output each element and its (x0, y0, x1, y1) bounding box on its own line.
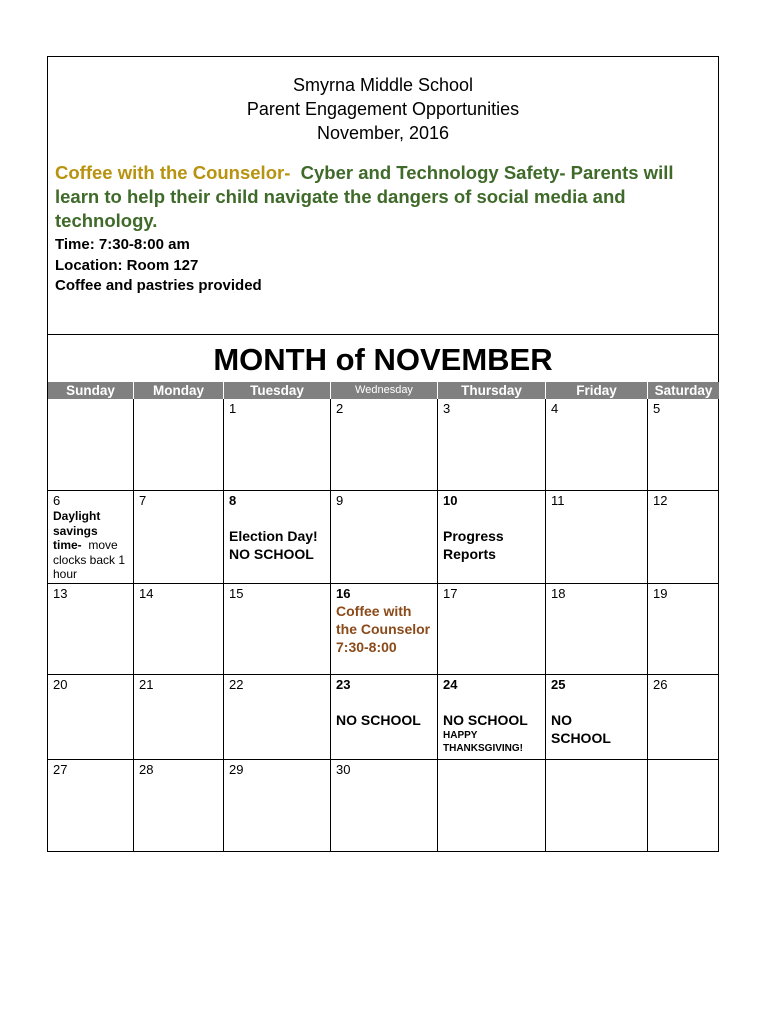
calendar-cell-4 (546, 399, 648, 491)
day-number: 20 (53, 677, 68, 692)
daylight-savings-detail: move clocks back 1 hour (53, 538, 126, 581)
day-number: 27 (53, 762, 68, 777)
day-number: 15 (229, 586, 244, 601)
day-number: 12 (653, 493, 668, 508)
day-header-saturday: Saturday (648, 382, 719, 399)
day-header-thursday: Thursday (438, 382, 546, 399)
document-subtitle: Parent Engagement Opportunities (246, 99, 520, 119)
calendar-cell-6 (48, 491, 134, 584)
day-number: 6 (53, 493, 61, 508)
calendar-cell-14 (134, 584, 224, 675)
day-number: 9 (336, 493, 344, 508)
day-number: 22 (229, 677, 244, 692)
calendar-cell-10 (438, 491, 546, 584)
calendar-cell-26 (648, 675, 719, 760)
day-header-monday: Monday (134, 382, 224, 399)
election-day-note: Election Day! (229, 528, 318, 544)
no-school-note: NO SCHOOL (443, 712, 528, 728)
no-school-note: NO SCHOOL (551, 712, 611, 746)
calendar-cell-9 (331, 491, 438, 584)
day-number: 23 (336, 677, 351, 692)
calendar (47, 334, 719, 852)
event-info-box (47, 56, 719, 334)
day-number: 4 (551, 401, 559, 416)
calendar-cell-20 (48, 675, 134, 760)
day-header-sunday: Sunday (48, 382, 134, 399)
day-number: 1 (229, 401, 237, 416)
coffee-counselor-note: Coffee with the Counselor 7:30-8:00 (336, 603, 431, 655)
day-number: 11 (551, 493, 565, 508)
calendar-cell-16 (331, 584, 438, 675)
happy-thanksgiving-note: HAPPY THANKSGIVING! (443, 730, 523, 754)
calendar-cell-12 (648, 491, 719, 584)
daylight-savings-note (53, 509, 128, 582)
day-number: 21 (139, 677, 154, 692)
calendar-cell-8 (224, 491, 331, 584)
day-number: 14 (139, 586, 154, 601)
calendar-cell-30 (331, 760, 438, 852)
calendar-title: MONTH of NOVEMBER (213, 342, 553, 377)
day-header-wednesday: Wednesday (331, 382, 438, 399)
calendar-cell-27 (48, 760, 134, 852)
event-lead: Coffee with the Counselor- (55, 162, 291, 183)
day-number: 3 (443, 401, 451, 416)
event-description (55, 161, 715, 233)
calendar-cell-22 (224, 675, 331, 760)
day-number: 24 (443, 677, 458, 692)
event-location: Location: Room 127 (55, 256, 199, 274)
day-header-friday: Friday (546, 382, 648, 399)
calendar-cell-5 (648, 399, 719, 491)
day-number: 18 (551, 586, 566, 601)
calendar-cell-28 (134, 760, 224, 852)
event-extras: Coffee and pastries provided (55, 277, 262, 294)
calendar-cell-18 (546, 584, 648, 675)
calendar-cell-2 (331, 399, 438, 491)
calendar-cell-1 (224, 399, 331, 491)
calendar-cell-11 (546, 491, 648, 584)
day-number: 13 (53, 586, 68, 601)
day-number: 10 (443, 493, 458, 508)
event-details (55, 235, 262, 297)
calendar-cell-empty (134, 399, 224, 491)
calendar-cell-21 (134, 675, 224, 760)
day-number: 2 (336, 401, 344, 416)
calendar-cell-25 (546, 675, 648, 760)
day-number: 30 (336, 762, 351, 777)
day-number: 28 (139, 762, 154, 777)
event-topic: Cyber and Technology Safety- Parents will learn to help their child navigate the dangers of social media and technology. (55, 162, 674, 231)
day-number: 29 (229, 762, 244, 777)
calendar-cell-23 (331, 675, 438, 760)
calendar-cell-empty (546, 760, 648, 852)
no-school-note: NO SCHOOL (336, 712, 421, 728)
calendar-cell-empty (48, 399, 134, 491)
calendar-cell-15 (224, 584, 331, 675)
event-time: Time: 7:30-8:00 am (55, 236, 190, 253)
day-number: 26 (653, 677, 668, 692)
day-header-tuesday: Tuesday (224, 382, 331, 399)
calendar-cell-19 (648, 584, 719, 675)
day-number: 17 (443, 586, 458, 601)
no-school-note: NO SCHOOL (229, 546, 314, 562)
day-number: 16 (336, 586, 351, 601)
calendar-cell-17 (438, 584, 546, 675)
day-number: 25 (551, 677, 566, 692)
calendar-cell-24 (438, 675, 546, 760)
school-name: Smyrna Middle School (292, 75, 474, 95)
document-header (48, 73, 718, 145)
daylight-savings-label: Daylight savings time- (53, 509, 101, 552)
day-number: 8 (229, 493, 237, 508)
calendar-cell-empty (648, 760, 719, 852)
day-number: 5 (653, 401, 661, 416)
calendar-cell-3 (438, 399, 546, 491)
calendar-cell-empty (438, 760, 546, 852)
day-number: 7 (139, 493, 147, 508)
month-year: November, 2016 (316, 123, 450, 143)
calendar-cell-13 (48, 584, 134, 675)
day-number: 19 (653, 586, 668, 601)
progress-reports-note: Progress Reports (443, 528, 504, 562)
calendar-cell-7 (134, 491, 224, 584)
calendar-cell-29 (224, 760, 331, 852)
